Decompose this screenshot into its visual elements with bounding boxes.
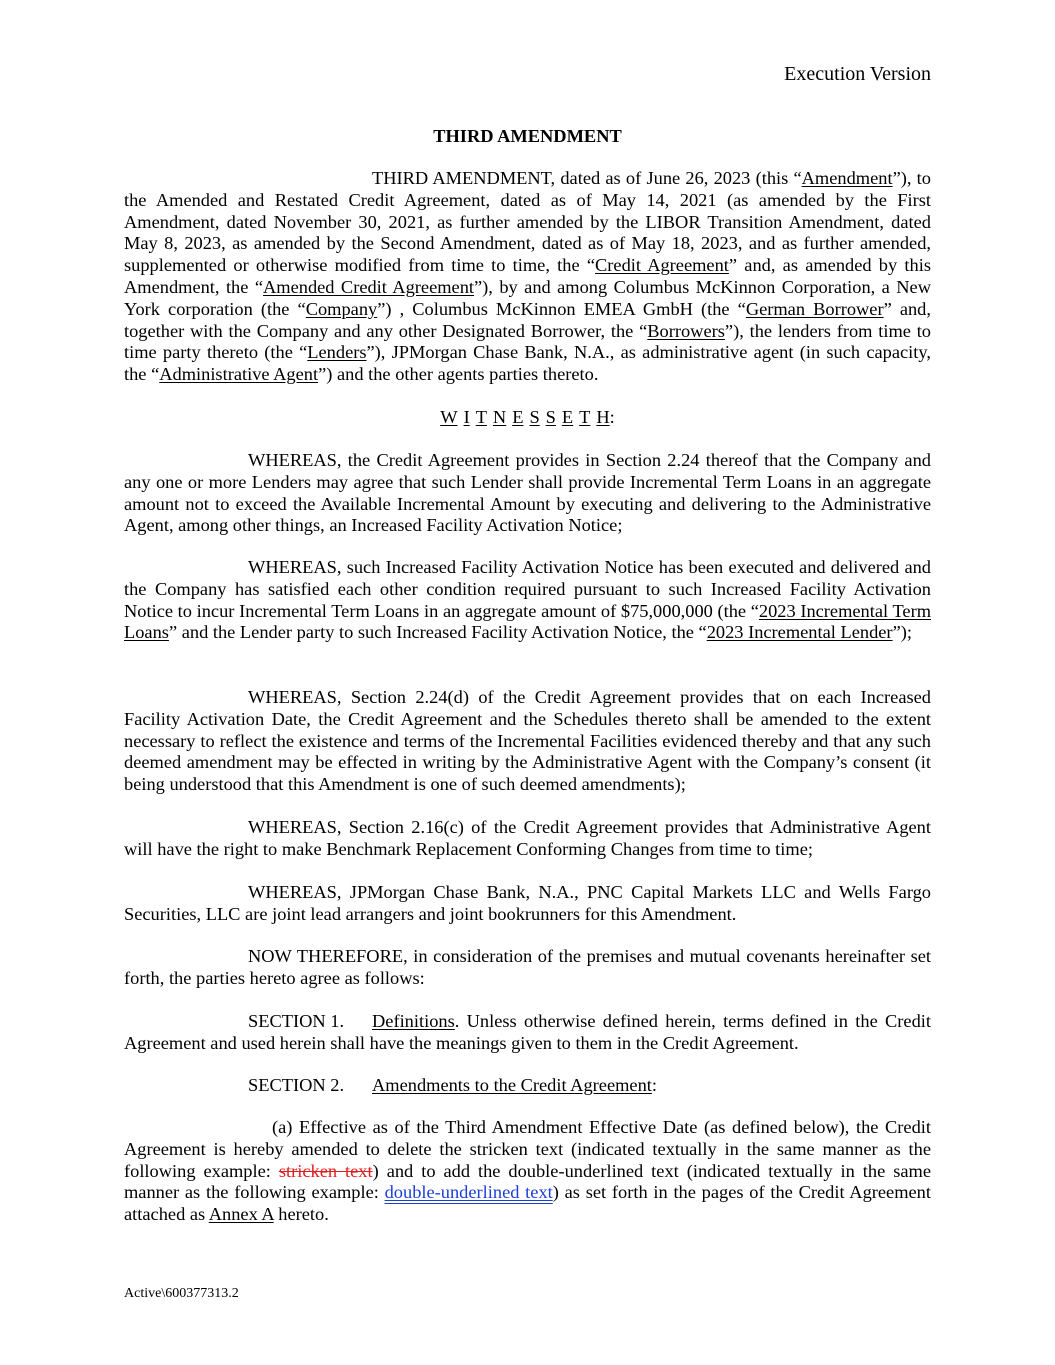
document-title: THIRD AMENDMENT [433,126,622,146]
section-1-paragraph: SECTION 1. Definitions. Unless otherwise defined herein, terms defined in the Credit Agreement and used herein shall have the meanings given to them in the Credit Agreement. [124,1011,931,1053]
intro-paragraph: THIRD AMENDMENT, dated as of June 26, 2023 (this “Amendment”), to the Amended and Restated Credit Agreement, dated as of May 14, 2021 (as amended by the First Amendment, dated November 30, 2021, as further amended by the LIBOR Transition Amendment, dated May 8, 2023, as amended by the Second Amendment, dated as of May 18, 2023, and as further amended, supplemented or otherwise modified from time to time, the “Credit Agreement” and, as amended by this Amendment, the “Amended Credit Agreement”), by and among Columbus McKinnon Corporation, a New York corporation (the “Company”) , Columbus McKinnon EMEA GmbH (the “German Borrower” and, together with the Company and any other Designated Borrower, the “Borrowers”), the lenders from time to time party thereto (the “Lenders”), JPMorgan Chase Bank, N.A., as administrative agent (in such capacity, the “Administrative Agent”) and the other agents parties thereto. [124,168,931,385]
term-borrowers: Borrowers [647,320,725,341]
term-credit-agreement: Credit Agreement [595,255,729,276]
double-underlined-text-example: double-underlined text [384,1182,553,1203]
section-2-heading: Amendments to the Credit Agreement [372,1075,652,1095]
whereas-paragraph-5: WHEREAS, JPMorgan Chase Bank, N.A., PNC Capital Markets LLC and Wells Fargo Securities, LLC are joint lead arrangers and joint bookrunners for this Amendment. [124,882,931,924]
term-company: Company [305,298,378,319]
term-2023-incremental-lender: 2023 Incremental Lender [706,622,893,643]
term-amended-credit-agreement: Amended Credit Agreement [263,276,475,297]
section-1-heading: Definitions [372,1011,455,1031]
whereas-paragraph-1: WHEREAS, the Credit Agreement provides in Section 2.24 thereof that the Company and any one or more Lenders may agree that such Lender shall provide Incremental Term Loans in an aggregate amount not to exceed the Available Incremental Amount by executing and delivering to the Administrative Agent, among other things, an Increased Facility Activation Notice; [124,450,931,536]
term-administrative-agent: Administrative Agent [159,364,319,385]
whereas-paragraph-3: WHEREAS, Section 2.24(d) of the Credit Agreement provides that on each Increased Facility Activation Date, the Credit Agreement and the Schedules thereto shall be amended to the extent necessary to reflect the existence and terms of the Incremental Facilities evidenced thereby and that any such deemed amendment may be effected in writing by the Administrative Agent with the Company’s consent (it being understood that this Amendment is one of such deemed amendments); [124,687,931,795]
stricken-text-example: stricken text [278,1160,373,1181]
term-lenders: Lenders [307,342,367,363]
term-amendment: Amendment [801,168,893,188]
witnesseth-heading: W I T N E S S E T H: [440,407,615,427]
whereas-paragraph-2: WHEREAS, such Increased Facility Activation Notice has been executed and delivered and the Company has satisfied each other condition required pursuant to such Increased Facility Activation Notice to incur Incremental Term Loans in an aggregate amount of $75,000,000 (the “2023 Incremental Term Loans” and the Lender party to such Increased Facility Activation Notice, the “2023 Incremental Lender”); [124,557,931,643]
document-id-footer: Active\600377313.2 [124,1286,239,1301]
whereas-paragraph-4: WHEREAS, Section 2.16(c) of the Credit Agreement provides that Administrative Agent will have the right to make Benchmark Replacement Conforming Changes from time to time; [124,817,931,859]
annex-a-reference: Annex A [208,1204,274,1225]
section-1-number: SECTION 1. [248,1011,345,1031]
section-2a-paragraph: (a) Effective as of the Third Amendment Effective Date (as defined below), the Credit Agreement is hereby amended to delete the stricken text (indicated textually in the same manner as the following example: stricken text) and to add the double-underlined text (indicated textually in the same manner as the following example: double-underlined text) as set forth in the pages of the Credit Agreement attached as Annex A hereto. [124,1117,931,1225]
section-2-heading-line: SECTION 2. Amendments to the Credit Agreement: [248,1075,658,1095]
execution-version-label: Execution Version [784,63,931,85]
term-german-borrower: German Borrower [745,298,884,319]
now-therefore-paragraph: NOW THEREFORE, in consideration of the premises and mutual covenants hereinafter set forth, the parties hereto agree as follows: [124,946,931,988]
term-2023-incremental-term-loans: 2023 Incremental Term Loans [124,600,931,643]
section-2-number: SECTION 2. [248,1075,345,1095]
